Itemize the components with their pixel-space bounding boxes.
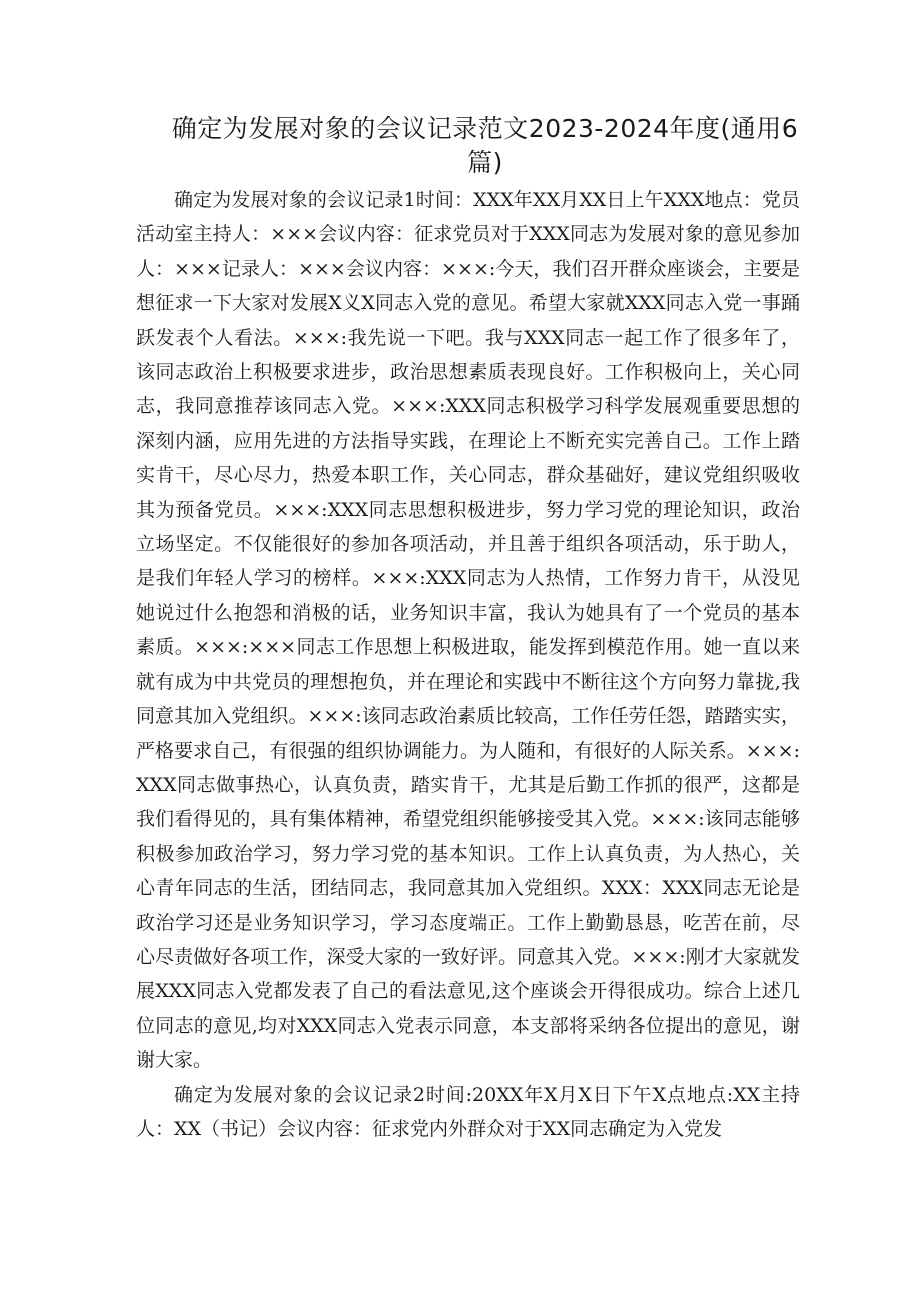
paragraph-1: 确定为发展对象的会议记录1时间：XXX年XX月XX日上午XXX地点：党员活动室主持人：×××会议内容：征求党员对于XXX同志为发展对象的意见参加人：×××记录人：×××会议内容：×××:今天，我们召开群众座谈会，主要是想征求一下大家对发展X义X同志入党的意见。希望大家就XXX同志入党一事踊跃发表个人看法。×××:我先说一下吧。我与XXX同志一起工作了很多年了，该同志政治上积极要求进步，政治思想素质表现良好。工作积极向上，关心同志，我同意推荐该同志入党。×××:XXX同志积极学习科学发展观重要思想的深刻内涵，应用先进的方法指导实践，在理论上不断充实完善自己。工作上踏实肯干，尽心尽力，热爱本职工作，关心同志，群众基础好，建议党组织吸收其为预备党员。×××:XXX同志思想积极进步，努力学习党的理论知识，政治立场坚定。不仅能很好的参加各项活动，并且善于组织各项活动，乐于助人，是我们年轻人学习的榜样。×××:XXX同志为人热情，工作努力肯干，从没见她说过什么抱怨和消极的话，业务知识丰富，我认为她具有了一个党员的基本素质。×××:×××同志工作思想上积极进取，能发挥到模范作用。她一直以来就有成为中共党员的理想抱负，并在理论和实践中不断往这个方向努力靠拢,我同意其加入党组织。×××:该同志政治素质比较高，工作任劳任怨，踏踏实实，严格要求自己，有很强的组织协调能力。为人随和，有很好的人际关系。×××:XXX同志做事热心，认真负责，踏实肯干，尤其是后勤工作抓的很严，这都是我们看得见的，具有集体精神，希望党组织能够接受其入党。×××:该同志能够积极参加政治学习，努力学习党的基本知识。工作上认真负责，为人热心，关心青年同志的生活，团结同志，我同意其加入党组织。XXX：XXX同志无论是政治学习还是业务知识学习，学习态度端正。工作上勤勤恳恳，吃苦在前，尽心尽责做好各项工作，深受大家的一致好评。同意其入党。×××:刚才大家就发展XXX同志入党都发表了自己的看法意见,这个座谈会开得很成功。综合上述几位同志的意见,均对XXX同志入党表示同意，本支部将采纳各位提出的意见，谢谢大家。 <box>136 189 800 1072</box>
document-body <box>136 183 800 1146</box>
paragraph-2: 确定为发展对象的会议记录2时间:20XX年X月X日下午X点地点:XX主持人：XX（书记）会议内容：征求党内外群众对于XX同志确定为入党发 <box>136 1083 800 1140</box>
document-title: 确定为发展对象的会议记录范文2023-2024年度(通用6篇) <box>171 114 799 177</box>
